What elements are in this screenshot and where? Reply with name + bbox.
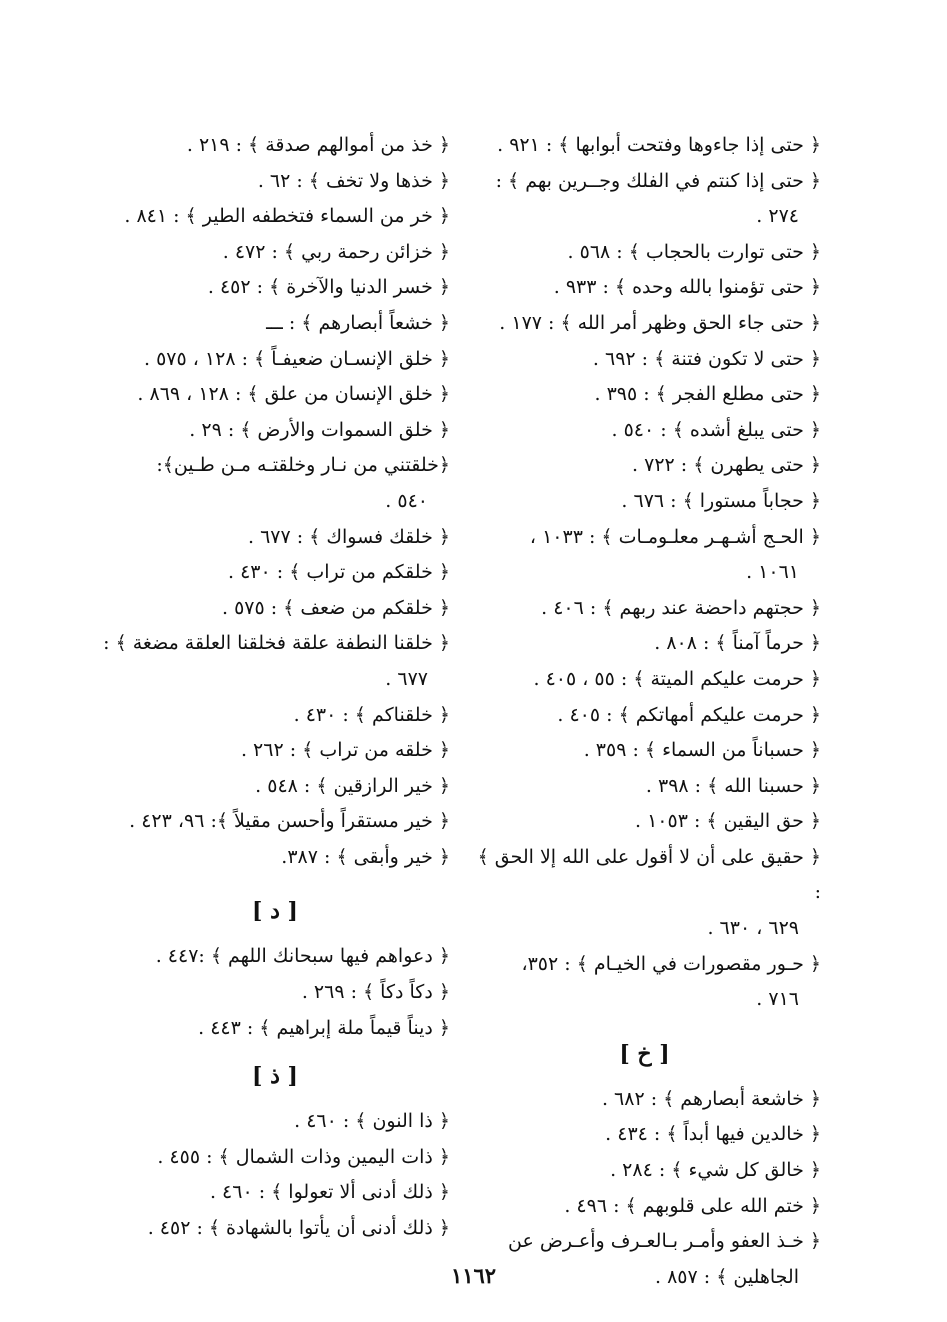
- section-heading: [ د ]: [252, 898, 298, 925]
- index-entry: [100, 377, 450, 413]
- entry-text: ﴿ خشعاً أبصارهم ﴾ : ـــ: [266, 311, 450, 334]
- entry-text: ﴿ خذها ولا تخف ﴾ : ٦٢ .: [257, 169, 450, 192]
- entry-text: ﴿ حتى يطهرن ﴾ : ٧٢٢ .: [632, 454, 821, 477]
- entry-text: ﴿ خلقكم من ضعف ﴾ : ٥٧٥ .: [221, 596, 450, 619]
- entry-text: ﴿ خر من السماء فتخطفه الطير ﴾ : ٨٤١ .: [124, 205, 450, 228]
- index-entry: [100, 128, 450, 164]
- index-entry: [468, 164, 821, 235]
- index-entry: [468, 1082, 821, 1118]
- entry-text: ﴿ خلق السموات والأرض ﴾ : ٢٩ .: [189, 418, 450, 441]
- entry-text: ﴿ خذ من أموالهم صدقة ﴾ : ٢١٩ .: [186, 134, 450, 156]
- index-entry: [100, 804, 450, 840]
- index-entry: [100, 1011, 450, 1047]
- index-entry: [100, 939, 450, 975]
- entry-text: ﴿ حتى إذا كنتم في الفلك وجــرين بهم ﴾ :: [495, 169, 821, 192]
- entry-text: ﴿ خير مستقراً وأحسن مقيلاً ﴾: ٩٦، ٤٢٣ .: [129, 810, 450, 833]
- entry-text: ﴿ خير وأبقى ﴾ : ٣٨٧.: [281, 845, 450, 868]
- entry-text: ﴿ حتى إذا جاءوها وفتحت أبوابها ﴾ : ٩٢١ .: [497, 134, 821, 156]
- index-entry: [468, 662, 821, 698]
- entry-continuation: ٢٧٤ .: [756, 205, 799, 228]
- entry-text: ﴿ خزائن رحمة ربي ﴾ : ٤٧٢ .: [222, 240, 450, 263]
- entry-text: ﴿ حسبنا الله ﴾ : ٣٩٨ .: [645, 774, 821, 797]
- index-entry: [468, 270, 821, 306]
- index-entry: [100, 199, 450, 235]
- index-entry: [100, 840, 450, 876]
- entry-text: ﴿ خالدين فيها أبداً ﴾ : ٤٣٤ .: [605, 1123, 821, 1146]
- index-entry: [468, 804, 821, 840]
- entry-text: ﴿ حجاباً مستورا ﴾ : ٦٧٦ .: [621, 489, 821, 512]
- entry-text: ﴿ ذا النون ﴾ : ٤٦٠ .: [294, 1110, 450, 1133]
- index-entry: [100, 626, 450, 697]
- entry-text: ﴿ حتى توارت بالحجاب ﴾ : ٥٦٨ .: [567, 240, 821, 263]
- index-entry: [468, 377, 821, 413]
- page-number: ١١٦٢: [450, 1263, 497, 1288]
- section-heading: [ ذ ]: [252, 1063, 298, 1090]
- entry-text: ﴿ خلقكم من تراب ﴾ : ٤٣٠ .: [228, 561, 450, 584]
- index-entry: [100, 520, 450, 556]
- entry-text: ﴿ خسر الدنيا والآخرة ﴾ : ٤٥٢ .: [207, 276, 450, 299]
- index-entry: [100, 1140, 450, 1176]
- entry-text: ﴿ حتى لا تكون فتنة ﴾ : ٦٩٢ .: [592, 347, 821, 370]
- index-entry: [468, 413, 821, 449]
- entry-text: ﴿ ذلك أدنى ألا تعولوا ﴾ : ٤٦٠ .: [209, 1181, 450, 1204]
- entry-text: ﴿ خـذ العفو وأمـر بـالعـرف وأعـرض عن: [508, 1230, 821, 1253]
- index-entry: [100, 448, 450, 519]
- entry-text: ﴿ ذات اليمين وذات الشمال ﴾ : ٤٥٥ .: [157, 1145, 450, 1168]
- index-entry: [100, 306, 450, 342]
- index-entry: [100, 342, 450, 378]
- index-entry: [468, 591, 821, 627]
- index-entry: [468, 1117, 821, 1153]
- index-entry: [468, 626, 821, 662]
- entry-text: ﴿ دعواهم فيها سبحانك اللهم ﴾ :٤٤٧ .: [155, 945, 450, 968]
- index-entry: [468, 235, 821, 271]
- index-entry: [100, 975, 450, 1011]
- index-entry: [100, 270, 450, 306]
- entry-text: ﴿ خلقه من تراب ﴾ : ٢٦٢ .: [240, 739, 450, 762]
- entry-text: ﴿ خلق الإنسـان ضعيفـاً ﴾ : ١٢٨ ، ٥٧٥ .: [143, 347, 450, 370]
- entry-continuation: ٥٤٠ .: [385, 489, 428, 512]
- entry-text: ﴿ ختم الله على قلوبهم ﴾ : ٤٩٦ .: [564, 1194, 821, 1217]
- index-entry: [100, 698, 450, 734]
- index-entry: [468, 484, 821, 520]
- entry-text: ﴿ حتى جاء الحق وظهر أمر الله ﴾ : ١٧٧ .: [499, 311, 821, 334]
- entry-continuation: ٦٧٧ .: [385, 667, 428, 690]
- entry-text: ﴿ خلق الإنسان من علق ﴾ : ١٢٨ ، ٨٦٩ .: [137, 383, 450, 406]
- index-entry: [468, 698, 821, 734]
- entry-text: ﴿ حسباناً من السماء ﴾ : ٣٥٩ .: [583, 739, 821, 762]
- entry-text: ﴿ ذلك أدنى أن يأتوا بالشهادة ﴾ : ٤٥٢ .: [147, 1217, 450, 1240]
- index-entry: [468, 1189, 821, 1225]
- entry-text: ﴿ حرمت عليكم الميتة ﴾ : ٥٥ ، ٤٠٥ .: [533, 667, 821, 690]
- entry-continuation: ٧١٦ .: [756, 988, 799, 1011]
- entry-text: ﴿ حرماً آمناً ﴾ : ٨٠٨ .: [654, 632, 821, 655]
- entry-text: ﴿ حق اليقين ﴾ : ١٠٥٣ .: [635, 810, 821, 833]
- index-entry: [100, 555, 450, 591]
- entry-text: ﴿ حـور مقصورات في الخيـام ﴾ : ٣٥٢،: [521, 952, 821, 975]
- entry-text: ﴿ خلقنا النطفة علقة فخلقنا العلقة مضغة ﴾ :: [103, 632, 450, 655]
- index-entry: [468, 1153, 821, 1189]
- index-entry: [100, 413, 450, 449]
- index-entry: [468, 128, 821, 164]
- entry-text: ﴿ خلقك فسواك ﴾ : ٦٧٧ .: [247, 525, 450, 548]
- entry-continuation: الجاهلين ﴾ : ٨٥٧ .: [655, 1265, 799, 1288]
- index-entry: [100, 769, 450, 805]
- entry-text: ﴿ حتى مطلع الفجر ﴾ : ٣٩٥ .: [594, 383, 821, 406]
- index-entry: [100, 1175, 450, 1211]
- index-entry: [468, 342, 821, 378]
- entry-text: ﴿خلقتني من نـار وخلقتـه مـن طـين﴾:: [156, 454, 450, 477]
- entry-text: ﴿ الحـج أشـهـر معلـومـات ﴾ : ١٠٣٣ ،: [529, 525, 821, 548]
- entry-text: ﴿ ديناً قيماً ملة إبراهيم ﴾ : ٤٤٣ .: [198, 1016, 450, 1039]
- entry-text: ﴿ خلقناكم ﴾ : ٤٣٠ .: [293, 703, 450, 726]
- index-entry: [468, 769, 821, 805]
- entry-text: ﴿ حرمت عليكم أمهاتكم ﴾ : ٤٠٥ .: [557, 703, 821, 726]
- left-index-column: [100, 128, 450, 1247]
- entry-continuation: ١٠٦١ .: [746, 561, 799, 584]
- index-entry: [468, 947, 821, 1018]
- entry-continuation: ٦٢٩ ، ٦٣٠ .: [707, 917, 799, 940]
- index-entry: [468, 840, 821, 947]
- index-entry: [100, 733, 450, 769]
- entry-text: ﴿ خالق كل شيء ﴾ : ٢٨٤ .: [610, 1159, 821, 1182]
- entry-text: ﴿ حجتهم داحضة عند ربهم ﴾ : ٤٠٦ .: [541, 596, 821, 619]
- entry-text: ﴿ خير الرازقين ﴾ : ٥٤٨ .: [255, 774, 450, 797]
- index-entry: [468, 733, 821, 769]
- entry-text: ﴿ حقيق على أن لا أقول على الله إلا الحق ﴾ :: [477, 845, 821, 904]
- entry-text: ﴿ حتى يبلغ أشده ﴾ : ٥٤٠ .: [611, 418, 821, 441]
- index-entry: [468, 306, 821, 342]
- index-entry: [100, 1104, 450, 1140]
- entry-text: ﴿ خاشعة أبصارهم ﴾ : ٦٨٢ .: [601, 1087, 821, 1110]
- index-entry: [100, 1211, 450, 1247]
- entry-text: ﴿ حتى تؤمنوا بالله وحده ﴾ : ٩٣٣ .: [553, 276, 821, 299]
- index-entry: [100, 591, 450, 627]
- index-entry: [468, 520, 821, 591]
- section-heading: [ خ ]: [619, 1040, 670, 1067]
- index-entry: [100, 164, 450, 200]
- entry-text: ﴿ دكاً دكاً ﴾ : ٢٦٩ .: [301, 981, 450, 1004]
- index-entry: [468, 448, 821, 484]
- index-entry: [100, 235, 450, 271]
- right-index-column: [468, 128, 821, 1295]
